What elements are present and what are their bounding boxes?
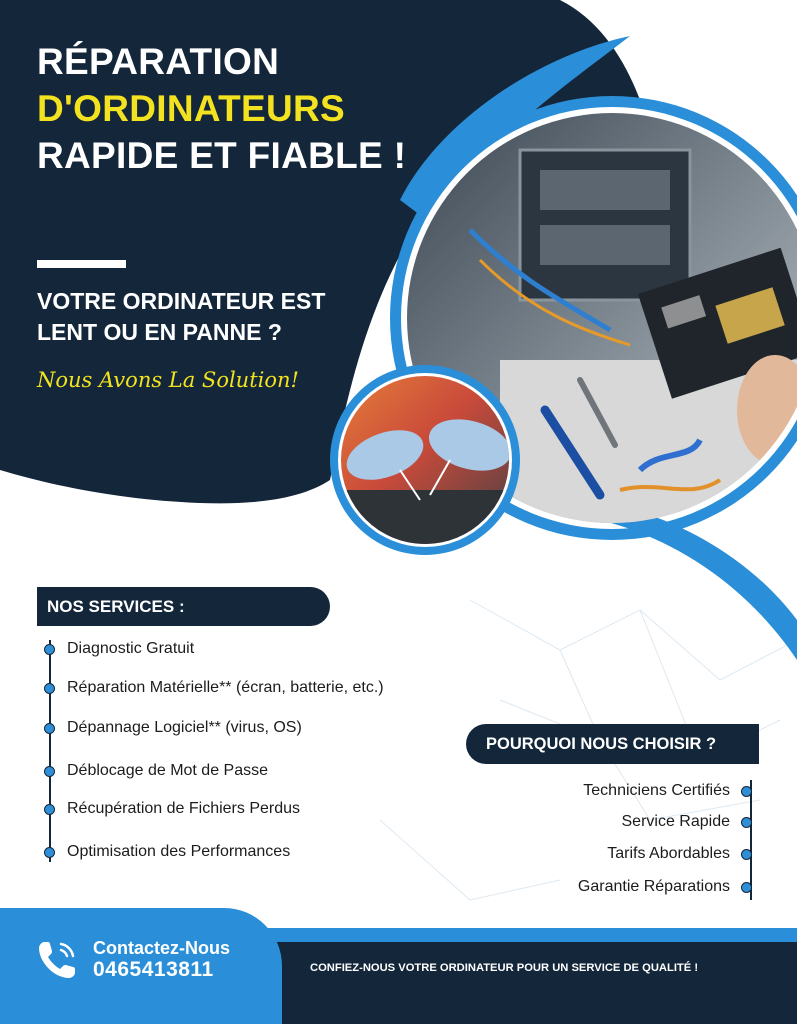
bullet-dot-icon (44, 804, 55, 815)
bullet-dot-icon (44, 644, 55, 655)
service-label: Dépannage Logiciel** (virus, OS) (67, 719, 302, 736)
tagline: Nous Avons La Solution! (37, 368, 299, 392)
bullet-dot-icon (741, 882, 752, 893)
services-timeline-line (49, 640, 51, 862)
why-item (578, 876, 752, 898)
service-label: Diagnostic Gratuit (67, 640, 195, 657)
bullet-dot-icon (44, 683, 55, 694)
title-line-1: RÉPARATION (37, 41, 280, 82)
title-line-3: RAPIDE ET FIABLE ! (37, 135, 407, 176)
why-label: Service Rapide (621, 813, 730, 830)
service-item (44, 841, 290, 863)
question-line-2: LENT OU EN PANNE ? (37, 319, 282, 345)
why-heading: POURQUOI NOUS CHOISIR ? (466, 724, 759, 764)
bullet-dot-icon (44, 766, 55, 777)
headline-question (37, 286, 325, 348)
bullet-dot-icon (741, 849, 752, 860)
service-item (44, 760, 268, 782)
service-item (44, 717, 302, 739)
why-item (583, 780, 752, 802)
why-label: Tarifs Abordables (607, 845, 730, 862)
services-heading: NOS SERVICES : (37, 587, 330, 626)
service-label: Récupération de Fichiers Perdus (67, 800, 301, 817)
title-line-2: D'ORDINATEURS (37, 88, 346, 129)
bullet-dot-icon (44, 723, 55, 734)
service-label: Déblocage de Mot de Passe (67, 762, 269, 779)
why-label: Garantie Réparations (577, 878, 730, 895)
phone-icon (36, 938, 80, 982)
why-item (622, 811, 753, 833)
why-label: Techniciens Certifiés (583, 782, 730, 799)
service-label: Optimisation des Performances (67, 843, 291, 860)
question-line-1: VOTRE ORDINATEUR EST (37, 288, 326, 314)
service-item (44, 638, 194, 660)
why-item (607, 843, 752, 865)
footer-slogan: CONFIEZ-NOUS VOTRE ORDINATEUR POUR UN SERVICE DE QUALITÉ ! (310, 962, 699, 974)
contact-phone-number[interactable]: 0465413811 (93, 958, 214, 981)
bullet-dot-icon (44, 847, 55, 858)
page-title (37, 38, 406, 179)
bullet-dot-icon (741, 817, 752, 828)
contact-label: Contactez-Nous (93, 938, 231, 958)
header-divider (37, 260, 126, 268)
service-item (44, 677, 384, 699)
service-label: Réparation Matérielle** (écran, batterie, etc.) (67, 679, 384, 696)
bullet-dot-icon (741, 786, 752, 797)
service-item (44, 798, 300, 820)
